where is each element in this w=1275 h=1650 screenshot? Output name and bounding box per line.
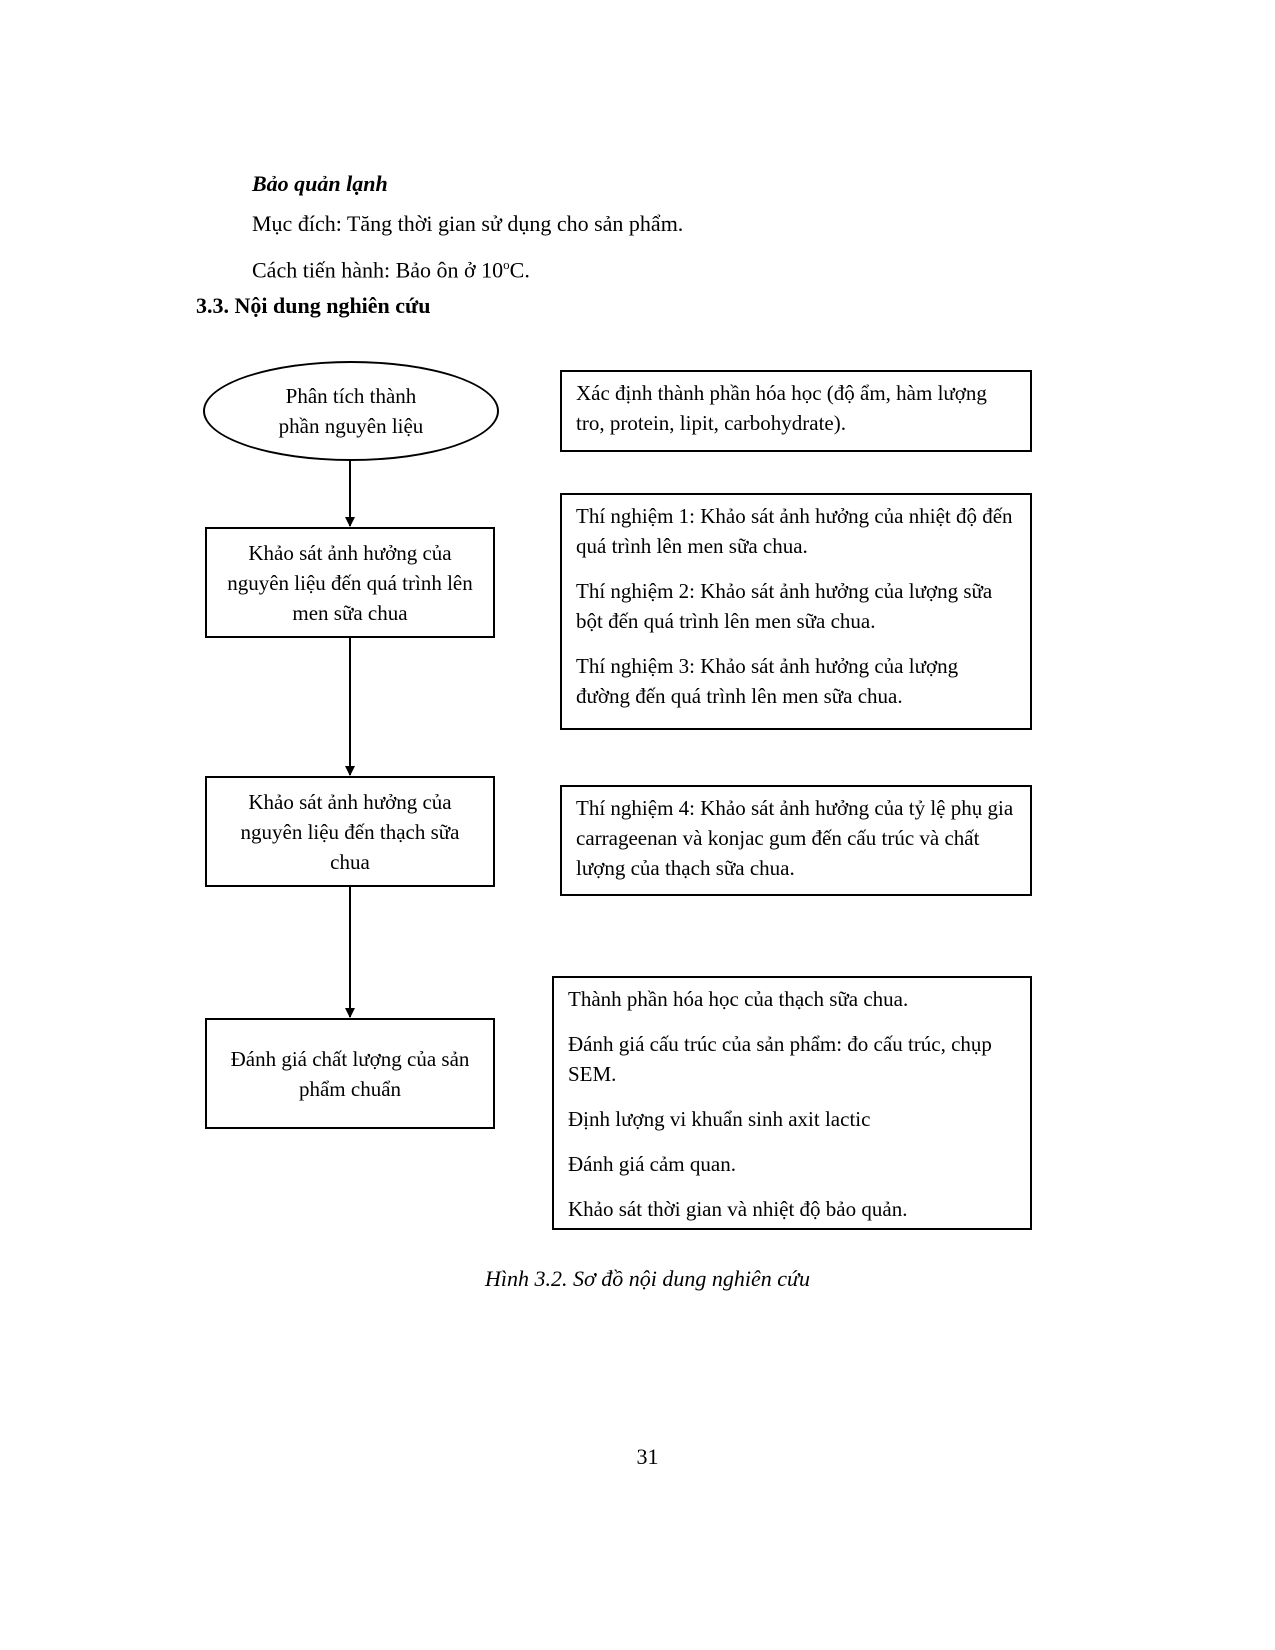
step-jelly-survey: Khảo sát ảnh hưởng của nguyên liệu đến thạch sữa chua [205, 776, 495, 887]
step-quality-evaluation: Đánh giá chất lượng của sản phẩm chuẩn [205, 1018, 495, 1129]
method-suffix: C. [509, 257, 530, 283]
detail-experiment-4 [560, 785, 1032, 896]
experiment-2: Thí nghiệm 2: Khảo sát ảnh hưởng của lượng sữa bột đến quá trình lên men sữa chua. [576, 579, 993, 633]
step-fermentation-survey: Khảo sát ảnh hưởng của nguyên liệu đến quá trình lên men sữa chua [205, 527, 495, 638]
experiment-3: Thí nghiệm 3: Khảo sát ảnh hưởng của lượng đường đến quá trình lên men sữa chua. [576, 654, 959, 708]
figure-caption: Hình 3.2. Sơ đồ nội dung nghiên cứu [485, 1266, 810, 1291]
quality-item-1: Thành phần hóa học của thạch sữa chua. [568, 987, 909, 1011]
detail-chemical-composition [560, 370, 1032, 452]
detail1-text: Xác định thành phần hóa học (độ ẩm, hàm lượng tro, protein, lipit, carbohydrate). [576, 381, 987, 435]
method-prefix: Cách tiến hành: Bảo ôn ở 10 [252, 257, 504, 283]
subheading-cold-storage: Bảo quản lạnh [252, 171, 388, 196]
quality-item-2: Đánh giá cấu trúc của sản phẩm: đo cấu trúc, chụp SEM. [568, 1032, 992, 1086]
section-title: 3.3. Nội dung nghiên cứu [196, 293, 431, 318]
step-analyze-ingredients [203, 361, 499, 461]
detail-quality-evaluation [552, 976, 1032, 1230]
step1-line1: Phân tích thành [285, 384, 417, 408]
experiment-1: Thí nghiệm 1: Khảo sát ảnh hưởng của nhiệt độ đến quá trình lên men sữa chua. [576, 504, 1013, 558]
purpose-text: Mục đích: Tăng thời gian sử dụng cho sản phẩm. [252, 211, 684, 236]
quality-item-5: Khảo sát thời gian và nhiệt độ bảo quản. [568, 1197, 908, 1221]
degree-sup: o [503, 257, 510, 272]
detail-experiments-1-3 [560, 493, 1032, 730]
experiment-4: Thí nghiệm 4: Khảo sát ảnh hưởng của tỷ lệ phụ gia carrageenan và konjac gum đến cấu trúc và chất lượng của thạch sữa chua. [576, 796, 1014, 880]
page-number: 31 [636, 1444, 659, 1469]
quality-item-4: Đánh giá cảm quan. [568, 1152, 736, 1176]
step1-line2: phần nguyên liệu [278, 414, 424, 438]
quality-item-3: Định lượng vi khuẩn sinh axit lactic [568, 1107, 871, 1131]
